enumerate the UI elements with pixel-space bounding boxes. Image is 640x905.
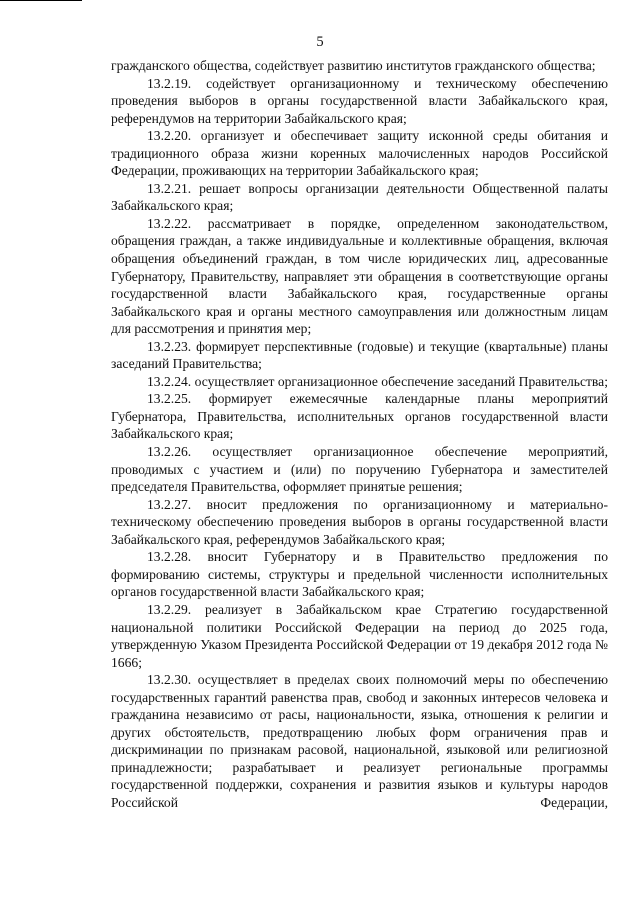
paragraph-13-2-22: 13.2.22. рассматривает в порядке, определенном законодательством, обращения граждан, а также индивидуальные и коллективные обращения, включая обращения объединений граждан, в том числе юридических лиц, адресованные Губернатору, Правительству, направляет эти обращения в соответствующие органы государственной власти Забайкальского края, государственные органы Забайкальского края и органы местного самоуправления или должностным лицам для рассмотрения и принятия мер;: [111, 215, 608, 337]
paragraph-13-2-21: 13.2.21. решает вопросы организации деятельности Общественной палаты Забайкальского края;: [111, 180, 608, 214]
scan-edge-line: [0, 0, 82, 1]
paragraph-13-2-24: 13.2.24. осуществляет организационное обеспечение заседаний Правительства;: [147, 373, 608, 389]
paragraph-13-2-20: 13.2.20. организует и обеспечивает защиту исконной среды обитания и традиционного образа жизни коренных малочисленных народов Российской Федерации, проживающих на территории Забайкальского края;: [111, 128, 608, 179]
paragraph-13-2-29: 13.2.29. реализует в Забайкальском крае Стратегию государственной национальной политики Российской Федерации на период до 2025 года, утвержденную Указом Президента Российской Федерации от 19 декабря 2012 года № 1666;: [111, 601, 608, 670]
document-body: [111, 57, 608, 812]
paragraph-13-2-26: 13.2.26. осуществляет организационное обеспечение мероприятий, проводимых с участием и (или) по поручению Губернатора и заместителей председателя Правительства, оформляет принятые решения;: [111, 444, 608, 495]
paragraph-13-2-25: 13.2.25. формирует ежемесячные календарные планы мероприятий Губернатора, Правительства, исполнительных органов государственной власти Забайкальского края;: [111, 391, 608, 442]
page-number: 5: [316, 34, 324, 50]
paragraph-continuation: гражданского общества, содействует развитию институтов гражданского общества;: [111, 58, 596, 73]
paragraph-13-2-27: 13.2.27. вносит предложения по организационному и материально-техническому обеспечению проведения выборов в органы государственной власти Забайкальского края, референдумов Забайкальского края;: [111, 496, 608, 547]
paragraph-13-2-23: 13.2.23. формирует перспективные (годовые) и текущие (квартальные) планы заседаний Правительства;: [111, 338, 608, 372]
paragraph-13-2-19: 13.2.19. содействует организационному и техническому обеспечению проведения выборов в органы государственной власти Забайкальского края, референдумов на территории Забайкальского края;: [111, 75, 608, 126]
paragraph-13-2-28: 13.2.28. вносит Губернатору и в Правительство предложения по формированию системы, структуры и предельной численности исполнительных органов государственной власти Забайкальского края;: [111, 549, 608, 600]
paragraph-13-2-30: 13.2.30. осуществляет в пределах своих полномочий меры по обеспечению государственных гарантий равенства прав, свобод и законных интересов человека и гражданина независимо от расы, национальности, языка, отношения к религии и других обстоятельств, предотвращению любых форм ограничения прав и дискриминации по признакам расовой, национальной, языковой или религиозной принадлежности; разрабатывает и реализует региональные программы государственной поддержки, сохранения и развития языков и культуры народов Российской Федерации,: [111, 672, 608, 810]
